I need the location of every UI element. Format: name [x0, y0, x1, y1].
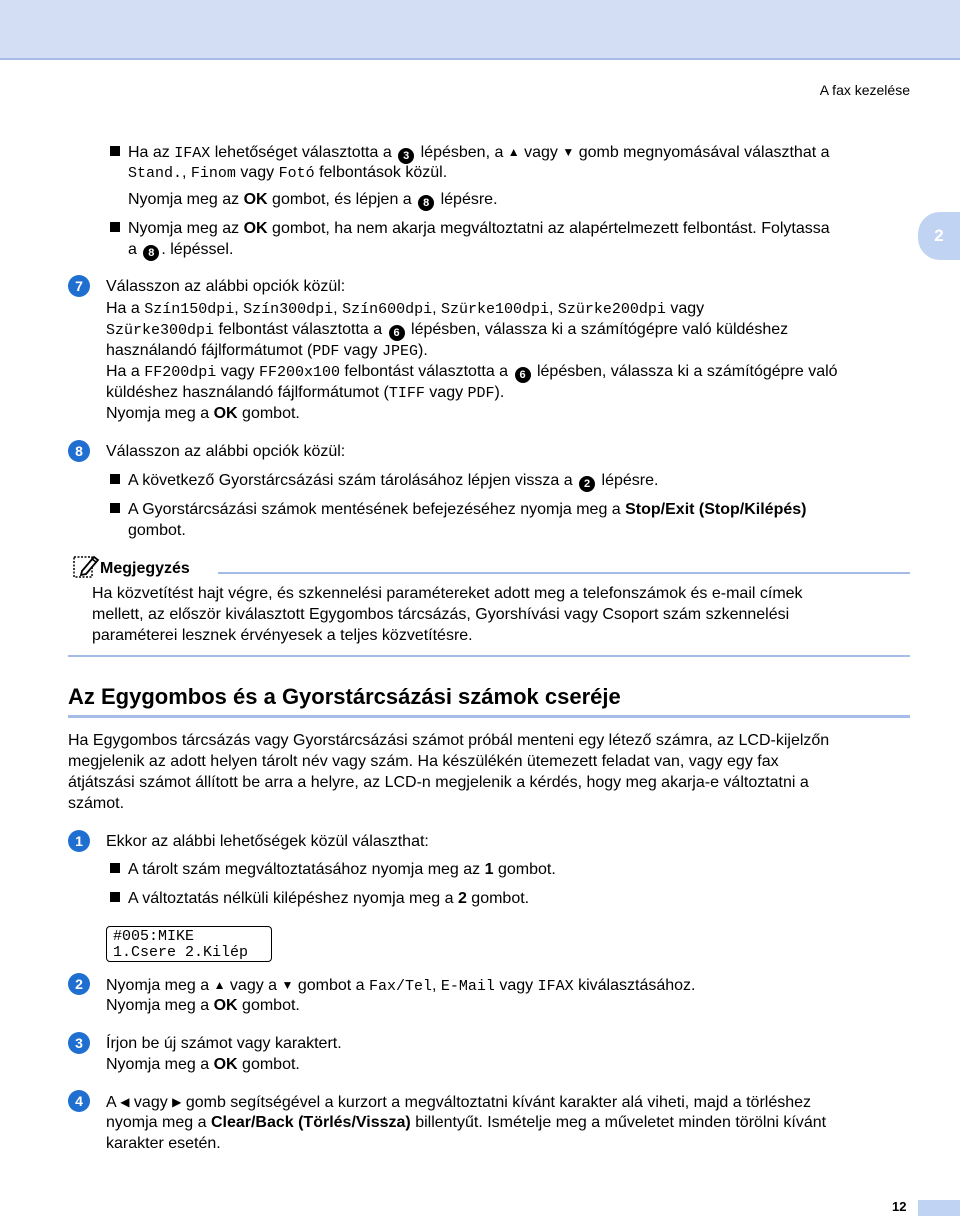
step-ref-icon: 3 [398, 148, 414, 164]
step-ref-icon: 2 [579, 476, 595, 492]
step4-line: karakter esetén. [106, 1135, 221, 1152]
bullet-square-icon [110, 503, 120, 513]
step7-intro: Válasszon az alábbi opciók közül: [106, 278, 346, 295]
step7-line: küldéshez használandó fájlformátumot (TIFF vagy PDF). [106, 384, 505, 402]
ok-then-step8: Nyomja meg az OK gombot, és lépjen a 8 lépésre. [128, 191, 498, 209]
lcd-line: #005:MIKE [113, 928, 195, 945]
step7-line: Ha a Szín150dpi, Szín300dpi, Szín600dpi, Szürke100dpi, Szürke200dpi vagy [106, 300, 705, 318]
note-pencil-icon [72, 553, 100, 579]
step-ref-icon: 6 [515, 367, 531, 383]
step1-bullet: A változtatás nélküli kilépéshez nyomja meg a 2 gombot. [110, 889, 529, 909]
down-arrow-icon: ▼ [281, 978, 294, 992]
note-line: paraméterei lesznek érvényesek a teljes közvetítésre. [92, 627, 473, 644]
step8-bullet: A következő Gyorstárcsázási szám tárolásához lépjen vissza a 2 lépésre. [110, 471, 658, 492]
section-paragraph-line: megjelenik az adott helyen tárolt név vagy szám. Ha készülékén ütemezett feladat van, vagy egy fax [68, 753, 779, 770]
step7-line: Nyomja meg a OK gombot. [106, 405, 300, 422]
step1-bullet: A tárolt szám megváltoztatásához nyomja meg az 1 gombot. [110, 860, 556, 880]
step8-intro: Válasszon az alábbi opciók közül: [106, 443, 346, 460]
section-name: A fax kezelése [819, 82, 910, 98]
step1-intro: Ekkor az alábbi lehetőségek közül választhat: [106, 833, 429, 850]
page-number-bar [918, 1200, 960, 1216]
section-paragraph-line: Ha Egygombos tárcsázás vagy Gyorstárcsázási számot próbál menteni egy létező számra, az LCD-kijelzőn [68, 732, 830, 749]
section-heading: Az Egygombos és a Gyorstárcsázási számok cseréje [68, 684, 621, 709]
step-ref-icon: 8 [418, 195, 434, 211]
step8-bullet-cont: gombot. [128, 522, 186, 539]
step-ref-icon: 6 [389, 325, 405, 341]
right-arrow-icon: ▶ [172, 1095, 182, 1109]
step-number-3: 3 [68, 1032, 90, 1054]
step8-bullet: A Gyorstárcsázási számok mentésének befejezéséhez nyomja meg a Stop/Exit (Stop/Kilépés) [110, 500, 806, 520]
step-number-2: 2 [68, 973, 90, 995]
note-title: Megjegyzés [100, 560, 190, 577]
section-paragraph-line: átjátszási számot állított be arra a helyre, az LCD-n megjelenik a kérdés, hogy meg akarja-e változtatni a [68, 774, 809, 791]
bullet-square-icon [110, 863, 120, 873]
step7-line: használandó fájlformátumot (PDF vagy JPEG). [106, 342, 428, 360]
bullet-square-icon [110, 892, 120, 902]
bullet-default-resolution: Nyomja meg az OK gombot, ha nem akarja megváltoztatni az alapértelmezett felbontást. Folytassa [110, 219, 830, 239]
left-arrow-icon: ◀ [120, 1095, 130, 1109]
header-band [0, 0, 960, 60]
bullet-square-icon [110, 146, 120, 156]
note-line: Ha közvetítést hajt végre, és szkennelési paramétereket adott meg a telefonszámok és e-mail címek [92, 585, 803, 602]
note-bottom-rule [68, 655, 910, 657]
bullet-ifax-resolution-cont: Stand., Finom vagy Fotó felbontások közül. [128, 164, 448, 182]
bullet-default-resolution-cont: a 8 . lépéssel. [128, 241, 234, 259]
step-number-8: 8 [68, 440, 90, 462]
chapter-tab: 2 [918, 212, 960, 260]
step-number-4: 4 [68, 1090, 90, 1112]
step4-line: A ◀ vagy ▶ gomb segítségével a kurzort a megváltoztatni kívánt karakter alá viheti, majd a törléshez [106, 1094, 812, 1111]
step2-line: Nyomja meg a ▲ vagy a ▼ gombot a Fax/Tel, E-Mail vagy IFAX kiválasztásához. [106, 977, 696, 995]
note-line: mellett, az először kiválasztott Egygombos tárcsázás, Gyorshívási vagy Csoport szám szkennelési [92, 606, 790, 623]
step3-line: Írjon be új számot vagy karaktert. [106, 1035, 342, 1052]
step2-line: Nyomja meg a OK gombot. [106, 997, 300, 1014]
up-arrow-icon: ▲ [507, 145, 520, 159]
lcd-line: 1.Csere 2.Kilép [113, 944, 249, 961]
note-top-rule [218, 572, 910, 574]
section-paragraph-line: számot. [68, 795, 125, 812]
step-number-7: 7 [68, 275, 90, 297]
bullet-square-icon [110, 474, 120, 484]
step4-line: nyomja meg a Clear/Back (Törlés/Vissza) billentyűt. Ismételje meg a műveletet minden törölni kívánt [106, 1114, 827, 1131]
step7-line: Szürke300dpi felbontást választotta a 6 lépésben, válassza ki a számítógépre való küldéshez [106, 321, 789, 339]
step7-line: Ha a FF200dpi vagy FF200x100 felbontást választotta a 6 lépésben, válassza ki a számítógépre való [106, 363, 838, 381]
up-arrow-icon: ▲ [213, 978, 226, 992]
lcd-display [106, 926, 272, 962]
step-number-1: 1 [68, 830, 90, 852]
page-number: 12 [892, 1199, 907, 1214]
step3-line: Nyomja meg a OK gombot. [106, 1056, 300, 1073]
step-ref-icon: 8 [143, 245, 159, 261]
bullet-square-icon [110, 222, 120, 232]
down-arrow-icon: ▼ [562, 145, 575, 159]
bullet-ifax-resolution: Ha az IFAX lehetőséget választotta a 3 lépésben, a ▲ vagy ▼ gomb megnyomásával választhat a [110, 142, 830, 164]
section-heading-rule [68, 715, 910, 718]
